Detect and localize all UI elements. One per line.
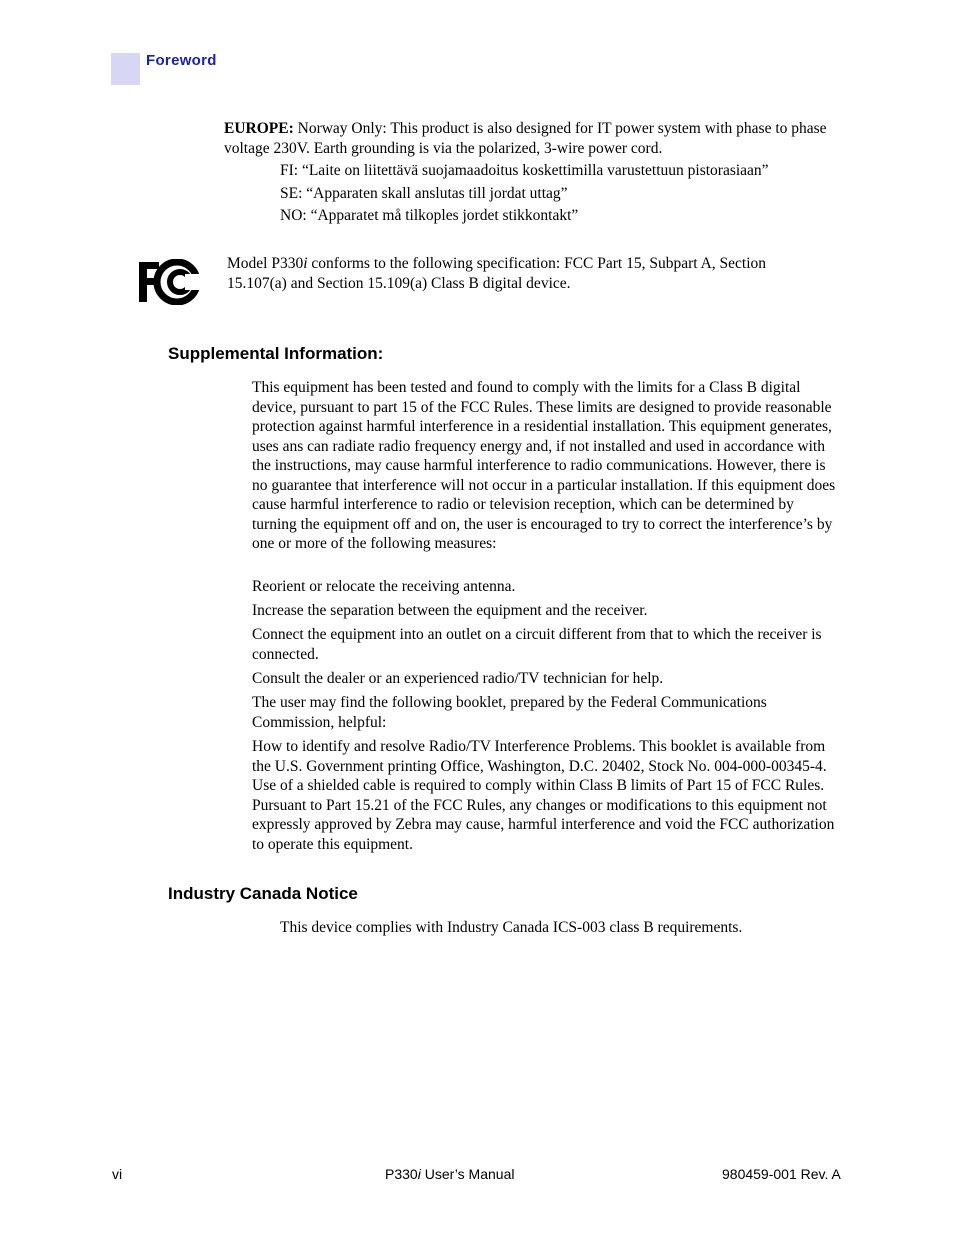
fcc-text-italic: i [303, 255, 308, 272]
footer-page-number: vi [112, 1166, 123, 1182]
europe-line-se: SE: “Apparaten skall anslutas till jordat uttag” [280, 185, 568, 202]
footer-doc-number: 980459-001 Rev. A [722, 1166, 841, 1182]
canada-heading: Industry Canada Notice [168, 884, 358, 903]
supplemental-paragraph: Reorient or relocate the receiving antenna. [252, 578, 516, 595]
europe-label: EUROPE: [224, 120, 294, 137]
supplemental-heading: Supplemental Information: [168, 344, 384, 363]
europe-notice [224, 119, 844, 158]
fcc-text-rest: conforms to the following specification: FCC Part 15, Subpart A, Section 15.107(a) and Section 15.109(a) Class B digital device. [227, 255, 767, 292]
supplemental-paragraph: How to identify and resolve Radio/TV Interference Problems. This booklet is available from the U.S. Government printing Office, Washington, D.C. 20402, Stock No. 004-000-00345-4. Use of a shielded cable is required to comply within Class B limits of Part 15 of FCC Rules. Pursuant to Part 15.21 of the FCC Rules, any changes or modifications to this equipment not expressly approved by Zebra may cause, harmful interference and void the FCC authorization to operate this equipment. [252, 738, 835, 853]
section-title: Foreword [146, 52, 217, 69]
footer-manual-italic: i [417, 1166, 421, 1182]
supplemental-paragraph: This equipment has been tested and found to comply with the limits for a Class B digital device, pursuant to part 15 of the FCC Rules. These limits are designed to provide reasonable protection against harmful interference in a residential installation. This equipment generates, uses ans can radiate radio frequency energy and, if not installed and used in accordance with the instructions, may cause harmful interference to radio communications. However, there is no guarantee that interference will not occur in a particular installation. If this equipment does cause harmful interference to radio or television reception, which can be determined by turning the equipment off and on, the user is encouraged to try to correct the interference’s by one or more of the following measures: [252, 379, 836, 552]
fcc-text-part: Model P330 [227, 255, 304, 272]
europe-line-fi: FI: “Laite on liitettävä suojamaadoitus koskettimilla varustettuun pistorasiaan” [280, 162, 769, 179]
supplemental-paragraph: Consult the dealer or an experienced radio/TV technician for help. [252, 670, 664, 687]
fcc-logo-icon [137, 259, 199, 305]
fcc-logo-text: FC [137, 259, 139, 260]
supplemental-paragraph: Connect the equipment into an outlet on a circuit different from that to which the receiver is connected. [252, 626, 822, 663]
footer-manual-prefix: P330 [385, 1166, 418, 1182]
supplemental-paragraph: Increase the separation between the equipment and the receiver. [252, 602, 648, 619]
canada-text: This device complies with Industry Canada ICS-003 class B requirements. [280, 919, 743, 936]
europe-text: Norway Only: This product is also designed for IT power system with phase to phase voltage 230V. Earth grounding is via the polarized, 3-wire power cord. [224, 120, 827, 157]
footer-manual-title [385, 1166, 514, 1182]
header-color-block [111, 53, 140, 85]
supplemental-paragraph: The user may find the following booklet, prepared by the Federal Communications Commission, helpful: [252, 694, 767, 731]
footer-manual-suffix: User’s Manual [420, 1166, 515, 1182]
fcc-compliance-text [227, 254, 827, 293]
europe-line-no: NO: “Apparatet må tilkoples jordet stikkontakt” [280, 207, 579, 224]
